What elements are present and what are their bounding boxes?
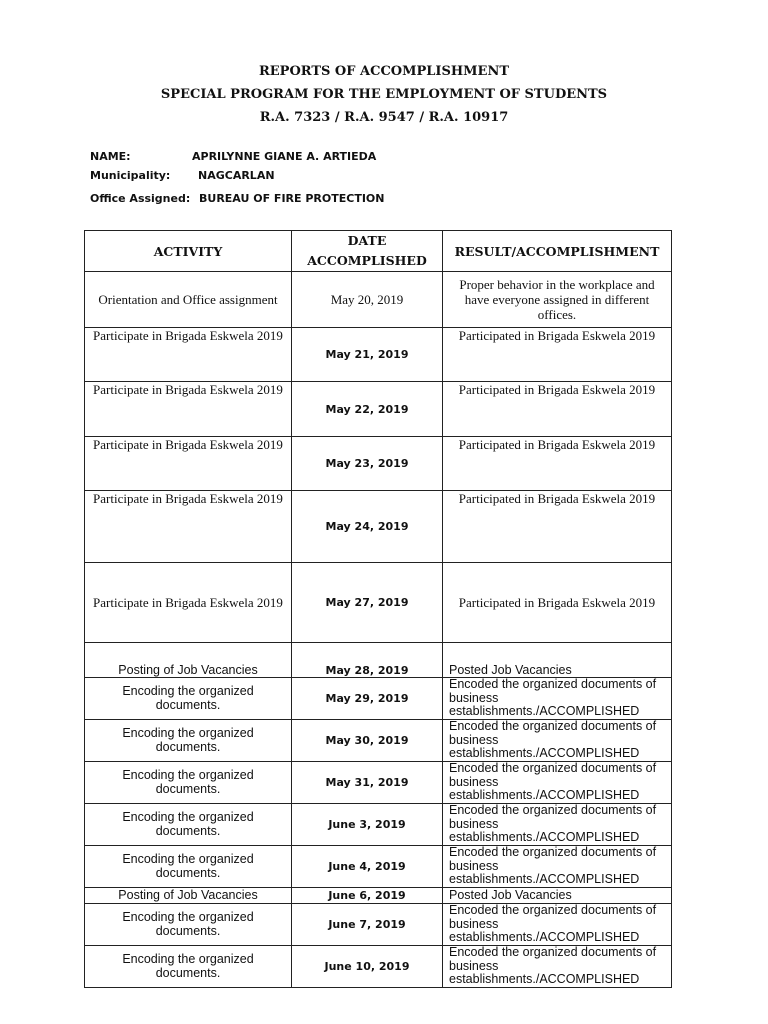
row-activity: Encoding the organized documents. [85,762,292,804]
table-row [85,272,672,328]
row-date: June 4, 2019 [292,846,443,888]
table-row [85,382,672,437]
report-law-reference: R.A. 7323 / R.A. 9547 / R.A. 10917 [259,110,509,125]
row-date: May 23, 2019 [292,437,443,491]
row-activity: Encoding the organized documents. [85,846,292,888]
table-row [85,762,672,804]
row-date: May 30, 2019 [292,720,443,762]
row-activity: Orientation and Office assignment [85,272,292,328]
municipality-label: Municipality: [90,169,171,182]
municipality-value: NAGCARLAN [198,169,275,182]
row-activity: Participate in Brigada Eskwela 2019 [85,491,292,563]
row-result: Encoded the organized documents of business establishments./ACCOMPLISHED [443,720,672,762]
row-result: Proper behavior in the workplace and have everyone assigned in different offices. [443,272,672,328]
accomplishment-table [84,230,672,988]
table-row [85,946,672,988]
office-value: BUREAU OF FIRE PROTECTION [199,192,385,205]
table-row [85,328,672,382]
row-result: Encoded the organized documents of business establishments./ACCOMPLISHED [443,946,672,988]
row-activity: Participate in Brigada Eskwela 2019 [85,563,292,643]
row-date: May 27, 2019 [292,563,443,643]
name-label: NAME: [90,150,131,163]
row-date: May 20, 2019 [292,272,443,328]
row-result: Encoded the organized documents of business establishments./ACCOMPLISHED [443,846,672,888]
row-result: Participated in Brigada Eskwela 2019 [443,437,672,491]
name-value: APRILYNNE GIANE A. ARTIEDA [192,150,377,163]
row-activity: Encoding the organized documents. [85,720,292,762]
row-date: June 7, 2019 [292,904,443,946]
row-date: May 24, 2019 [292,491,443,563]
row-activity: Participate in Brigada Eskwela 2019 [85,437,292,491]
report-subtitle: SPECIAL PROGRAM FOR THE EMPLOYMENT OF STUDENTS [160,87,608,102]
header-date-line2: ACCOMPLISHED [307,253,427,268]
row-result: Participated in Brigada Eskwela 2019 [443,328,672,382]
row-activity: Encoding the organized documents. [85,678,292,720]
table-row [85,720,672,762]
row-result: Posted Job Vacancies [443,888,672,904]
row-activity: Posting of Job Vacancies [85,643,292,678]
row-result: Posted Job Vacancies [443,643,672,678]
row-result: Participated in Brigada Eskwela 2019 [443,563,672,643]
table-row [85,804,672,846]
header-activity: ACTIVITY [85,231,292,272]
header-date [292,231,443,272]
row-activity: Posting of Job Vacancies [85,888,292,904]
row-date: May 22, 2019 [292,382,443,437]
header-result: RESULT/ACCOMPLISHMENT [443,231,672,272]
row-date: June 6, 2019 [292,888,443,904]
table-row [85,888,672,904]
row-activity: Participate in Brigada Eskwela 2019 [85,382,292,437]
row-date: May 28, 2019 [292,643,443,678]
table-row [85,563,672,643]
row-result: Encoded the organized documents of business establishments./ACCOMPLISHED [443,762,672,804]
row-result: Encoded the organized documents of business establishments./ACCOMPLISHED [443,904,672,946]
row-activity: Encoding the organized documents. [85,804,292,846]
table-row [85,643,672,678]
report-titles [0,62,768,131]
row-result: Participated in Brigada Eskwela 2019 [443,382,672,437]
table-row [85,678,672,720]
table-header-row [85,231,672,272]
report-title: REPORTS OF ACCOMPLISHMENT [258,64,510,79]
row-date: May 21, 2019 [292,328,443,382]
row-date: May 31, 2019 [292,762,443,804]
row-result: Encoded the organized documents of business establishments./ACCOMPLISHED [443,678,672,720]
row-result: Encoded the organized documents of business establishments./ACCOMPLISHED [443,804,672,846]
table-row [85,846,672,888]
row-result: Participated in Brigada Eskwela 2019 [443,491,672,563]
row-activity: Encoding the organized documents. [85,904,292,946]
office-label: Office Assigned: [90,192,191,205]
row-activity: Encoding the organized documents. [85,946,292,988]
row-date: June 3, 2019 [292,804,443,846]
header-date-line1: DATE [347,233,387,248]
table-row [85,904,672,946]
row-date: May 29, 2019 [292,678,443,720]
table-row [85,437,672,491]
table-row [85,491,672,563]
row-activity: Participate in Brigada Eskwela 2019 [85,328,292,382]
row-date: June 10, 2019 [292,946,443,988]
